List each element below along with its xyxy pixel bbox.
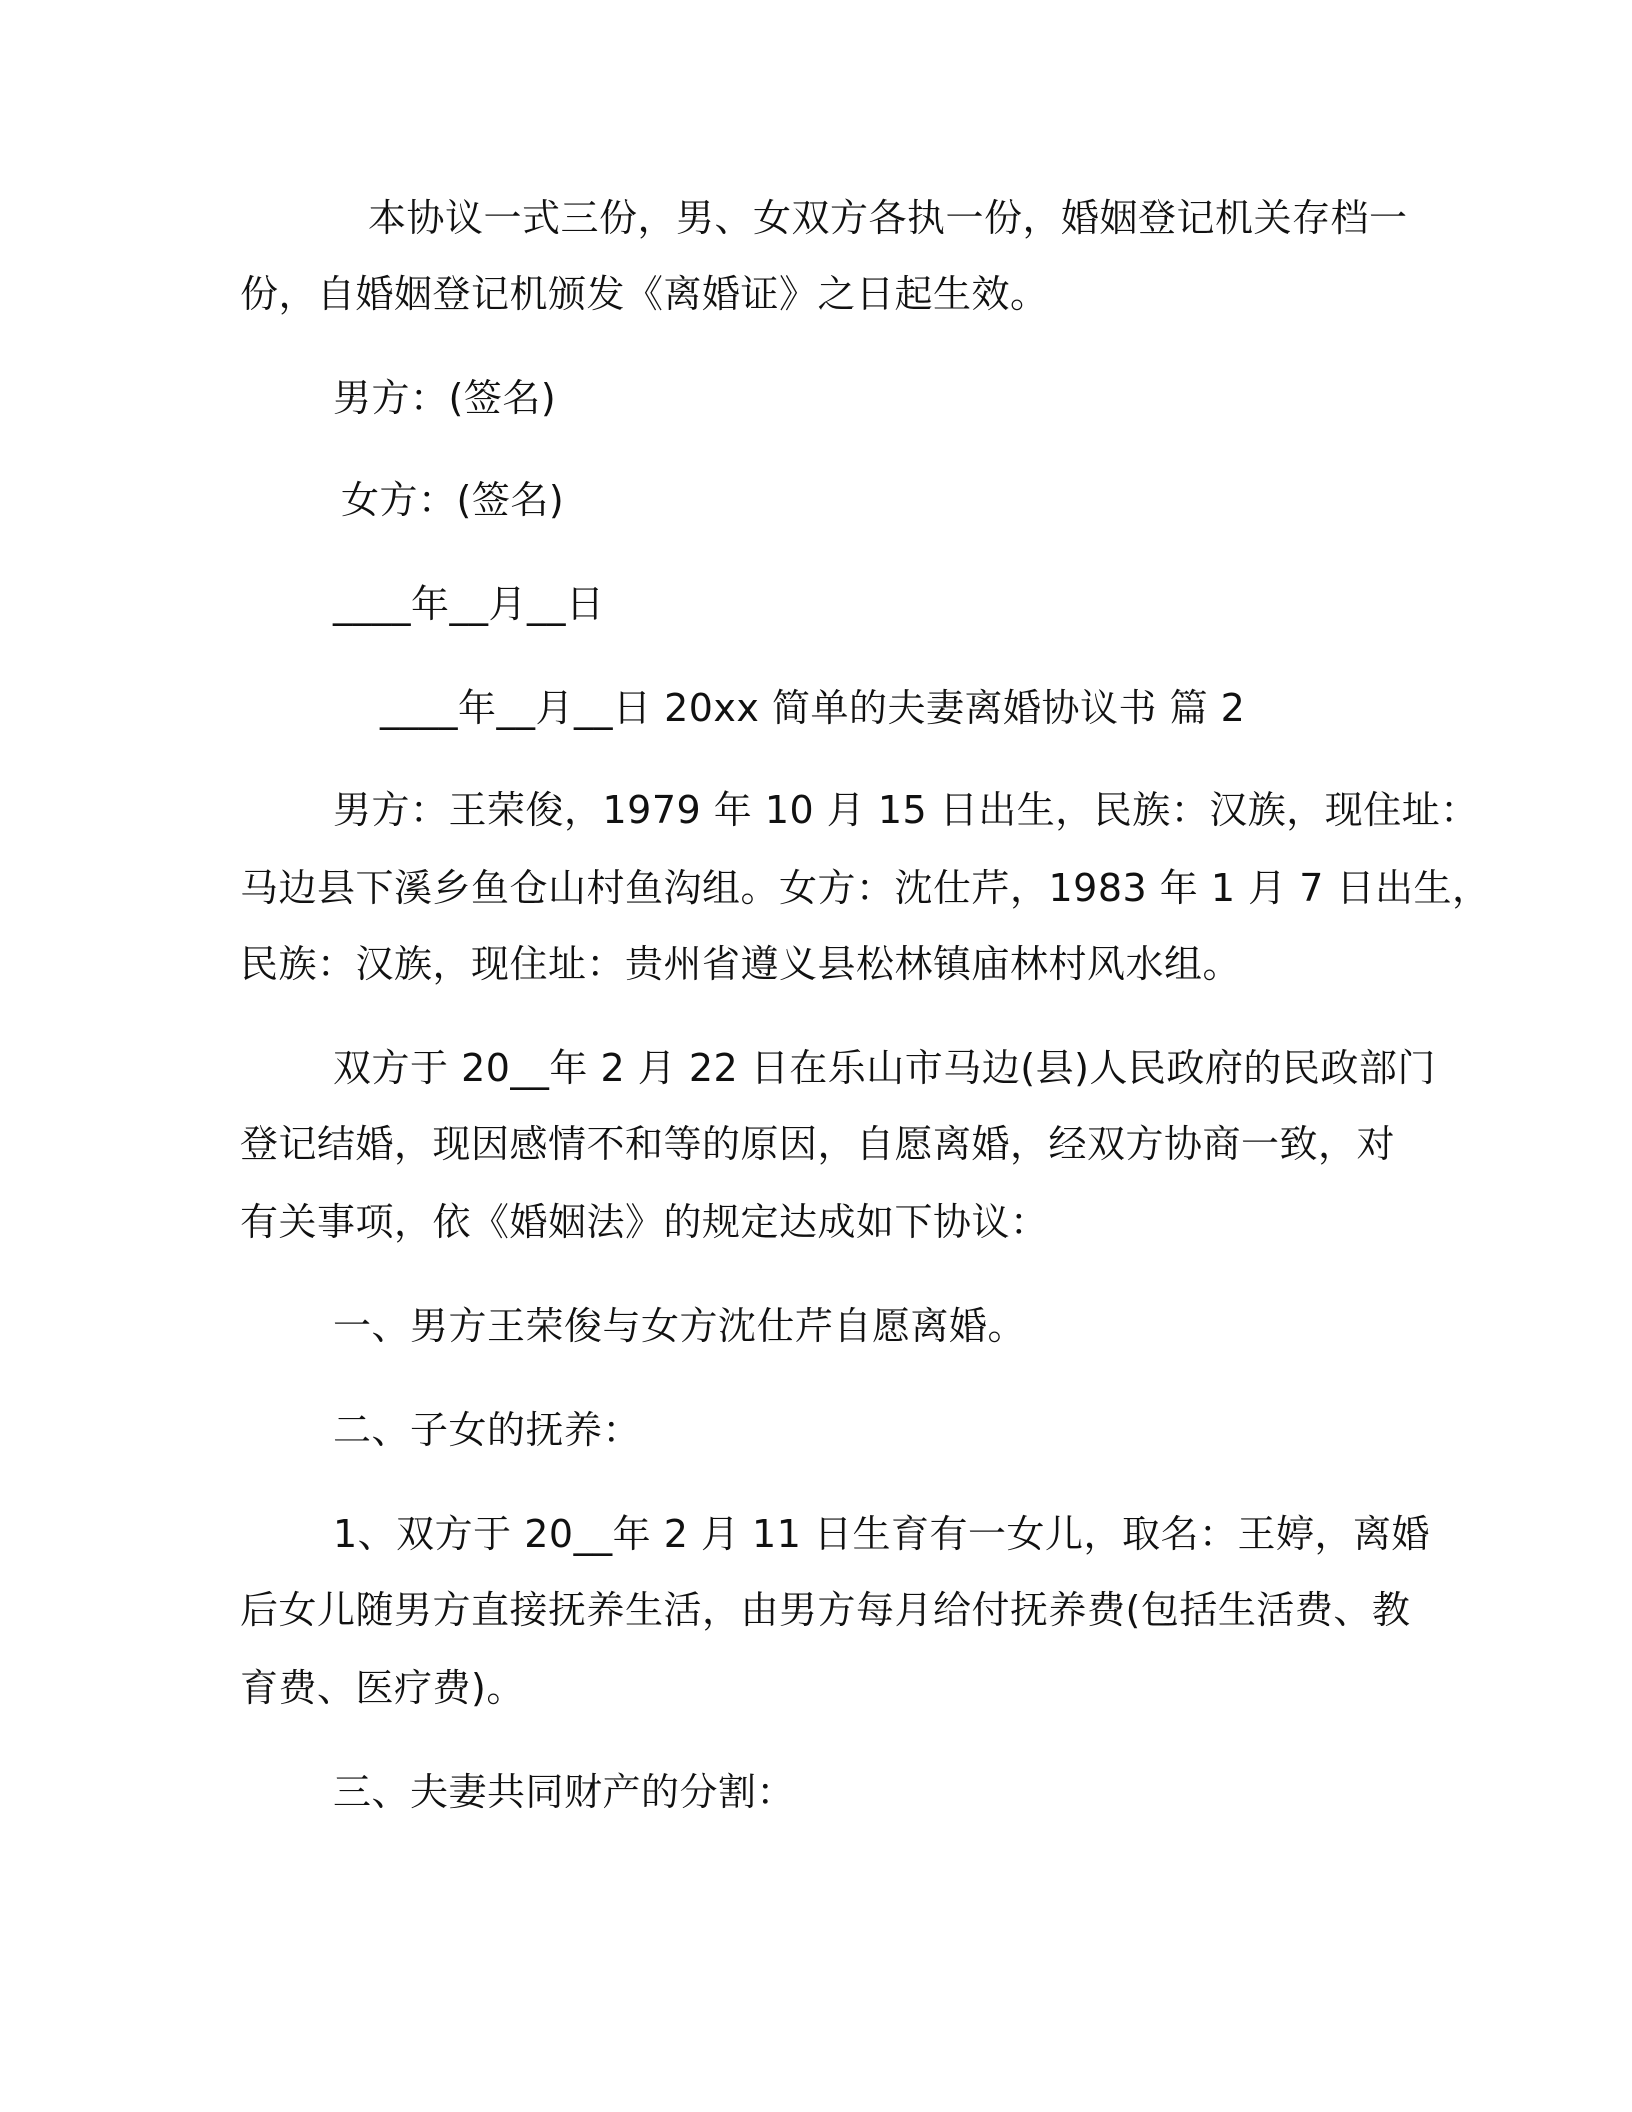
- female-signature-line: 女方：(签名): [341, 478, 565, 522]
- section-heading: ____年__月__日 20xx 简单的夫妻离婚协议书 篇 2: [380, 686, 1246, 730]
- clause-2-heading: 二、子女的抚养：: [333, 1408, 642, 1452]
- male-signature-line: 男方：(签名): [333, 376, 557, 420]
- clause-1: 一、男方王荣俊与女方沈仕芹自愿离婚。: [333, 1304, 1027, 1348]
- clause-3-heading: 三、夫妻共同财产的分割：: [333, 1770, 796, 1814]
- date-line: ____年__月__日: [333, 582, 605, 626]
- text-line: 育费、医疗费)。: [240, 1666, 525, 1710]
- text-line: 登记结婚，现因感情不和等的原因，自愿离婚，经双方协商一致，对: [240, 1122, 1396, 1166]
- text-line: 民族：汉族，现住址：贵州省遵义县松林镇庙林村风水组。: [240, 942, 1242, 986]
- text-line: 马边县下溪乡鱼仓山村鱼沟组。女方：沈仕芹，1983 年 1 月 7 日出生，: [240, 866, 1491, 910]
- text-line: 份，自婚姻登记机颁发《离婚证》之日起生效。: [240, 272, 1049, 316]
- text-line: 1、双方于 20__年 2 月 11 日生育有一女儿，取名：王婷，离婚: [333, 1512, 1430, 1556]
- text-line: 后女儿随男方直接抚养生活，由男方每月给付抚养费(包括生活费、教: [240, 1588, 1411, 1632]
- text-line: 有关事项，依《婚姻法》的规定达成如下协议：: [240, 1200, 1049, 1244]
- text-line: 男方：王荣俊，1979 年 10 月 15 日出生，民族：汉族，现住址：: [333, 788, 1479, 832]
- text-line: 双方于 20__年 2 月 22 日在乐山市马边(县)人民政府的民政部门: [333, 1046, 1436, 1090]
- text-line: 本协议一式三份，男、女双方各执一份，婚姻登记机关存档一: [368, 196, 1408, 240]
